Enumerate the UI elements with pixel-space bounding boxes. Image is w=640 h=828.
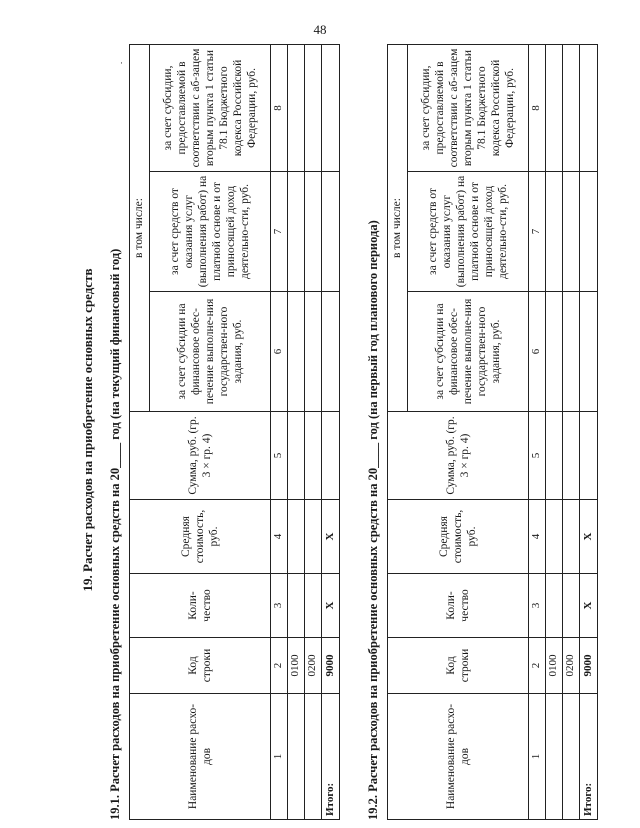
cell-paid-services <box>563 172 580 292</box>
column-numbers-row <box>529 44 546 819</box>
cell-code: 0100 <box>546 638 563 694</box>
total-paid-services <box>322 172 340 292</box>
cell-state-subsidy <box>305 292 322 412</box>
cell-name <box>563 694 580 820</box>
total-quantity: X <box>580 574 598 638</box>
cell-quantity <box>305 574 322 638</box>
stray-mark: · <box>120 58 123 68</box>
column-number: 5 <box>271 412 288 500</box>
header-paid-services: за счет средств от оказания услуг (выполнения работ) на платной основе и от приносящей доход деятельно-сти, руб. <box>408 172 529 292</box>
header-including: в том числе: <box>130 44 150 411</box>
header-code: Код строки <box>130 638 271 694</box>
cell-paid-services <box>546 172 563 292</box>
total-state-subsidy <box>322 292 340 412</box>
total-average-cost: X <box>580 500 598 574</box>
cell-code: 0200 <box>563 638 580 694</box>
main-title: 19. Расчет расходов на приобретение основных средств <box>80 268 95 592</box>
column-number: 6 <box>529 292 546 412</box>
total-row <box>580 44 598 819</box>
cell-code: 0100 <box>288 638 305 694</box>
total-sum <box>580 412 598 500</box>
total-code: 9000 <box>580 638 598 694</box>
column-number: 7 <box>271 172 288 292</box>
cell-state-subsidy <box>563 292 580 412</box>
column-number: 5 <box>529 412 546 500</box>
total-budget-subsidy <box>580 44 598 171</box>
expenses-table-19-1 <box>129 44 340 820</box>
table-row <box>546 44 563 819</box>
column-number: 2 <box>529 638 546 694</box>
cell-quantity <box>563 574 580 638</box>
cell-budget-subsidy <box>288 44 305 171</box>
total-average-cost: X <box>322 500 340 574</box>
column-number: 4 <box>271 500 288 574</box>
section-title-19-1: 19.1. Расчет расходов на приобретение основных средств на 20____ год (на текущий финансовый год) <box>108 248 122 820</box>
column-number: 1 <box>271 694 288 820</box>
header-quantity: Коли-чество <box>130 574 271 638</box>
header-code: Код строки <box>388 638 529 694</box>
section-title-19-2: 19.2. Расчет расходов на приобретение основных средств на 20____ год (на первый год планового периода) <box>366 220 380 820</box>
column-number: 8 <box>529 44 546 171</box>
total-row <box>322 44 340 819</box>
header-sum: Сумма, руб. (гр. 3 × гр. 4) <box>388 412 529 500</box>
total-label: Итого: <box>580 694 598 820</box>
column-number: 7 <box>529 172 546 292</box>
header-name: Наименование расхо-дов <box>388 694 529 820</box>
cell-budget-subsidy <box>305 44 322 171</box>
header-quantity: Коли-чество <box>388 574 529 638</box>
table-row <box>563 44 580 819</box>
header-budget-subsidy: за счет субсидии, предоставляемой в соответствии с аб-зацем вторым пункта 1 статьи 78.1 Бюджетного кодекса Российской Федерации, руб. <box>150 44 271 171</box>
column-number: 6 <box>271 292 288 412</box>
cell-sum <box>563 412 580 500</box>
cell-average-cost <box>288 500 305 574</box>
column-number: 1 <box>529 694 546 820</box>
total-budget-subsidy <box>322 44 340 171</box>
page-number: 48 <box>313 22 327 37</box>
cell-average-cost <box>305 500 322 574</box>
header-paid-services: за счет средств от оказания услуг (выполнения работ) на платной основе и от приносящей доход деятельно-сти, руб. <box>150 172 271 292</box>
header-sum: Сумма, руб. (гр. 3 × гр. 4) <box>130 412 271 500</box>
cell-name <box>546 694 563 820</box>
cell-paid-services <box>288 172 305 292</box>
total-code: 9000 <box>322 638 340 694</box>
cell-sum <box>288 412 305 500</box>
header-average-cost: Средняя стоимость, руб. <box>388 500 529 574</box>
total-state-subsidy <box>580 292 598 412</box>
column-number: 3 <box>529 574 546 638</box>
rotated-content <box>80 40 620 820</box>
cell-sum <box>546 412 563 500</box>
table-row <box>288 44 305 819</box>
cell-sum <box>305 412 322 500</box>
header-state-subsidy: за счет субсидии на финансовое обес-печение выполне-ния государствен-ного задания, руб. <box>150 292 271 412</box>
table-row <box>305 44 322 819</box>
header-budget-subsidy: за счет субсидии, предоставляемой в соответствии с аб-зацем вторым пункта 1 статьи 78.1 Бюджетного кодекса Российской Федерации, руб. <box>408 44 529 171</box>
column-number: 2 <box>271 638 288 694</box>
cell-state-subsidy <box>288 292 305 412</box>
total-paid-services <box>580 172 598 292</box>
column-number: 4 <box>529 500 546 574</box>
cell-budget-subsidy <box>563 44 580 171</box>
header-state-subsidy: за счет субсидии на финансовое обес-печение выполне-ния государствен-ного задания, руб. <box>408 292 529 412</box>
column-number: 8 <box>271 44 288 171</box>
cell-quantity <box>288 574 305 638</box>
cell-state-subsidy <box>546 292 563 412</box>
cell-budget-subsidy <box>546 44 563 171</box>
cell-quantity <box>546 574 563 638</box>
cell-average-cost <box>563 500 580 574</box>
cell-paid-services <box>305 172 322 292</box>
total-sum <box>322 412 340 500</box>
header-average-cost: Средняя стоимость, руб. <box>130 500 271 574</box>
column-numbers-row <box>271 44 288 819</box>
header-name: Наименование расхо-дов <box>130 694 271 820</box>
expenses-table-19-2 <box>387 44 598 820</box>
total-label: Итого: <box>322 694 340 820</box>
cell-name <box>288 694 305 820</box>
cell-name <box>305 694 322 820</box>
cell-average-cost <box>546 500 563 574</box>
total-quantity: X <box>322 574 340 638</box>
header-including: в том числе: <box>388 44 408 411</box>
column-number: 3 <box>271 574 288 638</box>
cell-code: 0200 <box>305 638 322 694</box>
